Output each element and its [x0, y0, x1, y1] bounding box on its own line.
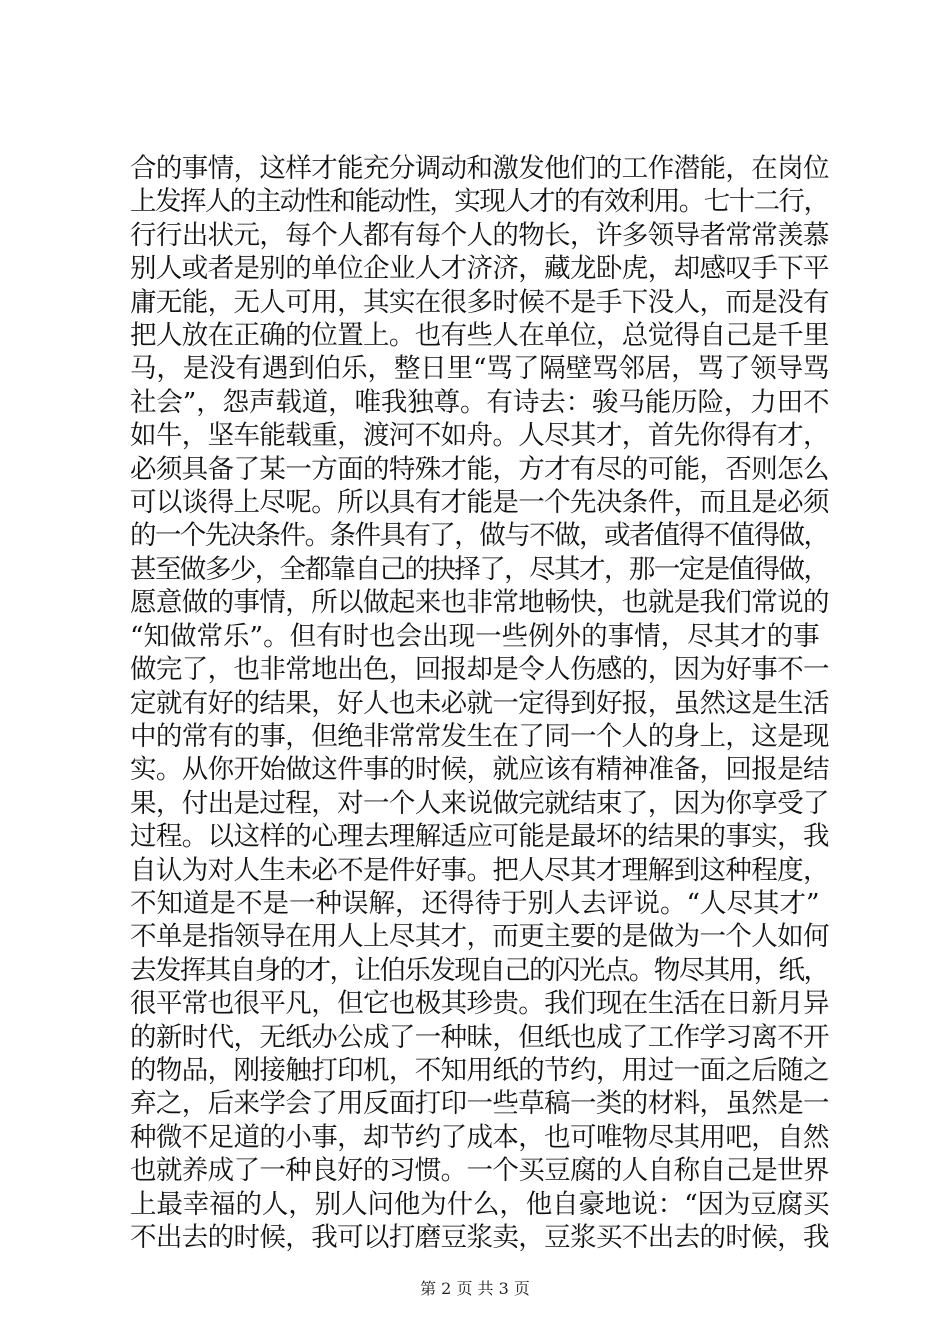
text-line: 也就养成了一种良好的习惯。一个买豆腐的人自称自己是世界	[130, 1155, 829, 1187]
text-line: 果，付出是过程，对一个人来说做完就结束了，因为你享受了	[130, 787, 829, 819]
text-line: 实。从你开始做这件事的时候，就应该有精神准备，回报是结	[130, 754, 829, 786]
text-line: 做完了，也非常地出色，回报却是令人伤感的，因为好事不一	[130, 654, 829, 686]
text-line: 不出去的时候，我可以打磨豆浆卖，豆浆买不出去的时候，我	[130, 1222, 829, 1253]
page-footer: 第 2 页 共 3 页	[420, 1279, 530, 1298]
text-line: 上最幸福的人，别人问他为什么，他自豪地说：“因为豆腐买	[130, 1188, 830, 1220]
text-line: 必须具备了某一方面的特殊才能，方才有尽的可能，否则怎么	[130, 453, 829, 485]
text-line: 种微不足道的小事，却节约了成本，也可唯物尽其用吧，自然	[130, 1121, 829, 1153]
text-line: 合的事情，这样才能充分调动和激发他们的工作潜能，在岗位	[130, 153, 829, 184]
text-line: 弃之，后来学会了用反面打印一些草稿一类的材料，虽然是一	[130, 1088, 829, 1120]
text-line: “知做常乐”。但有时也会出现一些例外的事情，尽其才的事	[130, 620, 820, 652]
text-line: 自认为对人生未必不是件好事。把人尽其才理解到这种程度，	[130, 854, 829, 886]
text-line: 去发挥其自身的才，让伯乐发现自己的闪光点。物尽其用，纸，	[130, 954, 829, 986]
text-line: 定就有好的结果，好人也未必就一定得到好报，虽然这是生活	[130, 687, 829, 719]
text-line: 社会”，怨声载道，唯我独尊。有诗去：骏马能历险，力田不	[130, 386, 830, 418]
text-line: 很平常也很平凡，但它也极其珍贵。我们现在生活在日新月异	[130, 988, 829, 1020]
text-line: 马，是没有遇到伯乐，整日里“骂了隔壁骂邻居，骂了领导骂	[130, 353, 830, 385]
text-line: 庸无能，无人可用，其实在很多时候不是手下没人，而是没有	[130, 286, 829, 318]
text-line: 如牛，坚车能载重，渡河不如舟。人尽其才，首先你得有才，	[130, 420, 829, 452]
text-line: 别人或者是别的单位企业人才济济，藏龙卧虎，却感叹手下平	[130, 253, 829, 285]
text-line: 过程。以这样的心理去理解适应可能是最坏的结果的事实，我	[130, 821, 829, 853]
text-line: 行行出状元，每个人都有每个人的物长，许多领导者常常羡慕	[130, 219, 829, 251]
text-line: 不单是指领导在用人上尽其才，而更主要的是做为一个人如何	[130, 921, 829, 953]
text-line: 中的常有的事，但绝非常常发生在了同一个人的身上，这是现	[130, 720, 829, 752]
text-line: 上发挥人的主动性和能动性，实现人才的有效利用。七十二行，	[130, 186, 829, 218]
text-line: 可以谈得上尽呢。所以具有才能是一个先决条件，而且是必须	[130, 487, 829, 519]
text-line: 愿意做的事情，所以做起来也非常地畅快，也就是我们常说的	[130, 587, 829, 619]
text-line: 的新时代，无纸办公成了一种昧，但纸也成了工作学习离不开	[130, 1021, 829, 1053]
text-line: 把人放在正确的位置上。也有些人在单位，总觉得自己是千里	[130, 320, 829, 352]
text-line: 的一个先决条件。条件具有了，做与不做，或者值得不值得做，	[130, 520, 829, 552]
text-line: 的物品，刚接触打印机，不知用纸的节约，用过一面之后随之	[130, 1054, 829, 1086]
body-text	[130, 152, 830, 1254]
text-line: 不知道是不是一种误解，还得待于别人去评说。“人尽其才”	[130, 887, 820, 919]
text-line: 甚至做多少，全都靠自己的抉择了，尽其才，那一定是值得做，	[130, 553, 829, 585]
